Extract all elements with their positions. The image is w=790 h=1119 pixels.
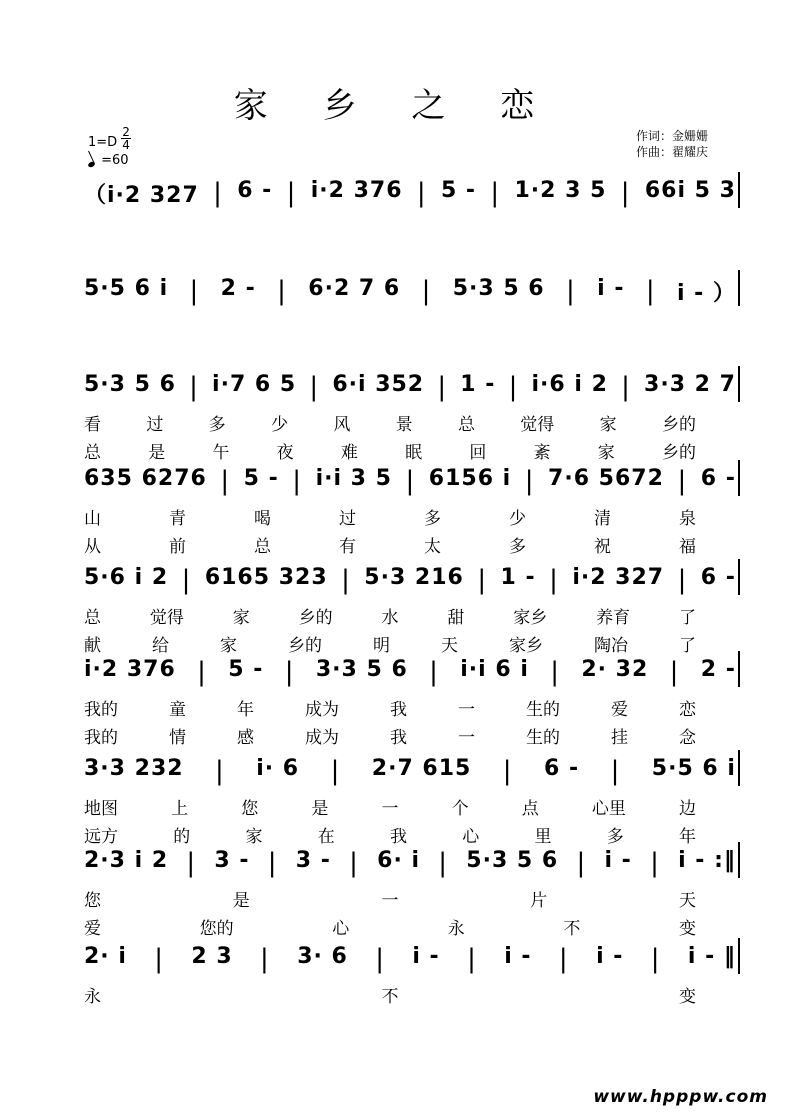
measure: 2 -: [700, 657, 736, 682]
lyrics-verse-1: [84, 695, 696, 720]
bar-line: |: [610, 756, 621, 786]
notation-line: [84, 944, 736, 974]
bar-line: |: [292, 466, 303, 496]
bar-line: |: [677, 565, 688, 595]
bar-line: |: [286, 178, 297, 208]
lyric-syllable: 一: [458, 728, 475, 748]
measure: 6·i 352: [332, 372, 425, 397]
lyric-syllable: 觉得: [520, 415, 555, 435]
bar-line: |: [558, 944, 569, 974]
measure: i·i 6 i: [460, 657, 529, 682]
measure: 5·3 5 6: [466, 848, 559, 873]
lyric-syllable: 永: [447, 919, 465, 939]
lyrics-verse-2: [84, 532, 696, 557]
bar-line: |: [341, 565, 351, 595]
measure: （i·2 327: [84, 183, 199, 208]
measure: i·6 i 2: [531, 372, 608, 397]
lyric-syllable: 家: [597, 443, 615, 463]
lyric-syllable: 您: [84, 891, 101, 911]
measure: 3 -: [214, 848, 250, 873]
measure: 66i 5 3: [644, 178, 736, 203]
lyric-syllable: 我: [390, 827, 407, 847]
system-end-bar: [738, 366, 740, 402]
measure: 6165 323: [204, 565, 328, 590]
measure: 6 -: [544, 756, 580, 781]
lyric-syllable: 变: [678, 919, 696, 939]
lyric-syllable: 心: [332, 919, 350, 939]
measure: i·i 3 5: [315, 466, 392, 491]
lyric-syllable: 边: [679, 799, 696, 819]
measure: 6· i: [377, 848, 421, 873]
notation-line: [84, 657, 736, 687]
lyric-syllable: 永: [84, 987, 101, 1007]
lyric-syllable: 我的: [84, 700, 118, 720]
measure: 6 -: [237, 178, 273, 203]
lyric-syllable: 心里: [591, 799, 626, 819]
measure: 3·3 2 7: [644, 372, 736, 397]
lyrics-verse-1: [84, 794, 696, 819]
lyric-syllable: 觉得: [149, 608, 184, 628]
bar-line: |: [213, 178, 223, 208]
bar-line: |: [284, 657, 295, 687]
lyrics-verse-1: [84, 982, 696, 1007]
lyric-syllable: 童: [169, 700, 186, 720]
system-end-bar: [738, 270, 740, 306]
bar-line: |: [416, 178, 427, 208]
lyric-syllable: 青: [169, 509, 186, 529]
measure: 2· 32: [581, 657, 649, 682]
measure: 5 -: [440, 178, 477, 203]
bar-line: |: [467, 944, 477, 974]
measure: i·2 327: [572, 565, 665, 590]
measure: 5 -: [243, 466, 279, 491]
lyric-syllable: 眠: [405, 443, 423, 463]
bar-line: |: [490, 178, 501, 208]
lyrics-verse-2: [84, 438, 696, 463]
lyric-syllable: 天: [441, 636, 458, 656]
tempo-mark: =60: [101, 153, 129, 168]
measure: 5·3 5 6: [84, 372, 176, 397]
lyric-syllable: 地图: [84, 799, 118, 819]
composer: 作曲：翟耀庆: [636, 145, 709, 159]
lyric-syllable: 看: [84, 415, 101, 435]
lyric-syllable: 多: [208, 415, 226, 435]
measure: i - ‖: [687, 944, 736, 969]
lyric-syllable: 年: [679, 827, 696, 847]
bar-line: |: [181, 565, 192, 595]
bar-line: |: [669, 657, 680, 687]
bar-line: |: [550, 657, 560, 687]
lyric-syllable: 午: [212, 443, 230, 463]
lyric-syllable: 远方: [84, 827, 118, 847]
bar-line: |: [349, 848, 359, 878]
lyric-syllable: 里: [534, 827, 552, 847]
lyric-syllable: 多: [424, 509, 441, 529]
bar-line: |: [565, 276, 576, 306]
notation-line: [84, 848, 736, 878]
lyric-syllable: 乡的: [298, 608, 333, 628]
bar-line: |: [267, 848, 278, 878]
measure: 1 -: [500, 565, 536, 590]
lyric-syllable: 过: [146, 415, 164, 435]
lyric-syllable: 家乡: [513, 608, 548, 628]
lyric-syllable: 家: [599, 415, 617, 435]
lyric-syllable: 恋: [679, 700, 696, 720]
notation-line: [84, 466, 736, 496]
lyric-syllable: 变: [679, 987, 696, 1007]
lyric-syllable: 甜: [447, 608, 465, 628]
lyric-syllable: 家乡: [509, 636, 543, 656]
lyric-syllable: 给: [152, 636, 169, 656]
bar-line: |: [186, 848, 197, 878]
lyric-syllable: 我的: [84, 728, 118, 748]
notation-line: [84, 178, 736, 209]
lyric-syllable: 乡的: [288, 636, 322, 656]
measure: i· 6: [256, 756, 300, 781]
lyric-syllable: 个: [451, 799, 469, 819]
lyric-syllable: 念: [679, 728, 696, 748]
system-end-bar: [738, 172, 740, 208]
lyrics-verse-2: [84, 822, 696, 847]
lyric-syllable: 是: [148, 443, 166, 463]
measure: 2· i: [84, 944, 127, 969]
measure: i - ）: [676, 281, 736, 306]
lyrics-verse-1: [84, 410, 696, 435]
bar-line: |: [260, 944, 270, 974]
lyric-syllable: 了: [679, 608, 696, 628]
lyric-syllable: 喝: [254, 509, 271, 529]
lyric-syllable: 陶冶: [594, 636, 628, 656]
measure: i·2 376: [310, 178, 403, 203]
lyric-syllable: 我: [390, 700, 407, 720]
lyric-syllable: 是: [311, 799, 329, 819]
measure: i -: [412, 944, 440, 969]
lyric-syllable: 回: [469, 443, 487, 463]
lyrics-verse-2: [84, 631, 696, 656]
system-end-bar: [738, 750, 740, 786]
bar-line: |: [621, 372, 631, 402]
lyric-syllable: 太: [424, 537, 441, 557]
lyric-syllable: 了: [679, 636, 696, 656]
measure: 5 -: [228, 657, 264, 682]
measure: 5·3 5 6: [452, 276, 545, 301]
lyric-syllable: 总: [254, 537, 271, 557]
lyric-syllable: 难: [340, 443, 358, 463]
lyric-syllable: 家: [220, 636, 237, 656]
lyric-syllable: 片: [530, 891, 548, 911]
bar-line: |: [215, 756, 225, 786]
measure: i -: [504, 944, 532, 969]
system-end-bar: [738, 559, 740, 595]
bar-line: |: [508, 372, 519, 402]
lyric-syllable: 明: [373, 636, 390, 656]
measure: i·2 376: [84, 657, 176, 682]
measure: 5·6 i 2: [84, 565, 169, 590]
measure: 6 -: [700, 466, 736, 491]
measure: 2·3 i 2: [84, 848, 169, 873]
measure: i - :‖: [678, 848, 736, 873]
lyric-syllable: 不: [563, 919, 581, 939]
lyric-syllable: 您: [241, 799, 259, 819]
measure: 5·5 6 i: [84, 276, 169, 301]
lyric-syllable: 您的: [199, 919, 234, 939]
lyric-syllable: 爱: [611, 700, 628, 720]
lyric-syllable: 情: [169, 728, 186, 748]
lyric-syllable: 养育: [596, 608, 631, 628]
key-tempo-block: [88, 126, 131, 169]
measure: 3 -: [295, 848, 331, 873]
bar-line: |: [330, 756, 341, 786]
lyric-syllable: 水: [381, 608, 399, 628]
lyric-syllable: 爱: [84, 919, 101, 939]
bar-line: |: [197, 657, 207, 687]
lyrics-verse-1: [84, 603, 696, 628]
bar-line: |: [620, 178, 631, 208]
measure: 7·6 5672: [548, 466, 664, 491]
system-end-bar: [738, 842, 740, 878]
bar-line: |: [438, 848, 449, 878]
lyric-syllable: 前: [169, 537, 186, 557]
lyric-syllable: 成为: [305, 728, 339, 748]
bar-line: |: [189, 276, 200, 306]
lyric-syllable: 不: [381, 987, 399, 1007]
bar-line: |: [576, 848, 587, 878]
bar-line: |: [502, 756, 513, 786]
lyric-syllable: 天: [679, 891, 696, 911]
lyric-syllable: 献: [84, 636, 101, 656]
lyric-syllable: 我: [390, 728, 407, 748]
lyric-syllable: 从: [84, 537, 101, 557]
song-title: 家 乡 之 恋: [233, 86, 557, 126]
time-signature: $\frac{2}{4}$: [122, 125, 130, 152]
lyric-syllable: 风: [333, 415, 351, 435]
measure: 1 -: [460, 372, 496, 397]
lyric-syllable: 挂: [611, 728, 628, 748]
measure: 2·7 615: [371, 756, 472, 781]
bar-line: |: [421, 276, 432, 306]
lyric-syllable: 山: [84, 509, 101, 529]
measure: 2 -: [220, 276, 256, 301]
key-signature: 1=D: [88, 135, 118, 150]
quarter-note-icon: [87, 161, 95, 168]
lyric-syllable: 总: [84, 443, 101, 463]
lyricist: 作词：金姗姗: [636, 129, 709, 143]
bar-line: |: [650, 848, 660, 878]
measure: i·7 6 5: [212, 372, 297, 397]
bar-line: |: [650, 944, 661, 974]
system-end-bar: [738, 460, 740, 496]
credits-block: [636, 128, 708, 160]
bar-line: |: [220, 466, 231, 496]
lyric-syllable: 多: [606, 827, 624, 847]
lyric-syllable: 总: [457, 415, 475, 435]
lyric-syllable: 的: [173, 827, 191, 847]
measure: 635 6276: [84, 466, 207, 491]
site-watermark: www.hpppw.com: [593, 1087, 768, 1107]
measure: i -: [604, 848, 632, 873]
bar-line: |: [375, 944, 385, 974]
lyric-syllable: 一: [381, 799, 399, 819]
measure: 1·2 3 5: [514, 178, 607, 203]
lyric-syllable: 年: [237, 700, 254, 720]
measure: i -: [596, 944, 624, 969]
lyric-syllable: 清: [594, 509, 611, 529]
measure: 5·5 6 i: [651, 756, 736, 781]
lyric-syllable: 感: [237, 728, 254, 748]
lyric-syllable: 福: [679, 537, 696, 557]
bar-line: |: [549, 565, 559, 595]
system-end-bar: [738, 651, 740, 687]
measure: 3·3 5 6: [315, 657, 408, 682]
bar-line: |: [477, 565, 488, 595]
bar-line: |: [524, 466, 535, 496]
lyric-syllable: 紊: [533, 443, 551, 463]
lyrics-verse-2: [84, 723, 696, 748]
lyric-syllable: 上: [171, 799, 189, 819]
measure: i -: [597, 276, 625, 301]
measure: 2 3: [191, 944, 233, 969]
lyric-syllable: 乡的: [661, 415, 696, 435]
lyric-syllable: 成为: [305, 700, 339, 720]
lyric-syllable: 乡的: [661, 443, 696, 463]
bar-line: |: [309, 372, 320, 402]
lyric-syllable: 总: [84, 608, 101, 628]
lyric-syllable: 生的: [526, 728, 560, 748]
lyrics-verse-2: [84, 914, 696, 939]
lyric-syllable: 家: [232, 608, 250, 628]
lyric-syllable: 心: [462, 827, 480, 847]
lyric-syllable: 夜: [276, 443, 294, 463]
lyric-syllable: 祝: [594, 537, 611, 557]
measure: 6156 i: [428, 466, 512, 491]
bar-line: |: [429, 657, 439, 687]
lyric-syllable: 过: [339, 509, 356, 529]
bar-line: |: [677, 466, 688, 496]
bar-line: |: [154, 944, 165, 974]
lyric-syllable: 泉: [679, 509, 696, 529]
notation-line: [84, 756, 736, 786]
bar-line: |: [645, 276, 656, 306]
notation-line: [84, 565, 736, 595]
bar-line: |: [405, 466, 416, 496]
lyric-syllable: 景: [395, 415, 413, 435]
lyric-syllable: 一: [381, 891, 399, 911]
lyric-syllable: 多: [509, 537, 526, 557]
lyric-syllable: 一: [458, 700, 475, 720]
measure: 3· 6: [297, 944, 348, 969]
measure: 3·3 232: [84, 756, 184, 781]
bar-line: |: [277, 276, 287, 306]
bar-line: |: [189, 372, 199, 402]
measure: 5·3 216: [364, 565, 464, 590]
lyric-syllable: 生的: [526, 700, 560, 720]
measure: 6 -: [700, 565, 736, 590]
lyric-syllable: 少: [270, 415, 288, 435]
lyric-syllable: 有: [339, 537, 356, 557]
lyrics-verse-1: [84, 504, 696, 529]
lyrics-verse-1: [84, 886, 696, 911]
notation-line: [84, 276, 736, 307]
system-end-bar: [738, 938, 740, 974]
bar-line: |: [437, 372, 448, 402]
notation-line: [84, 372, 736, 402]
measure: 6·2 7 6: [308, 276, 401, 301]
lyric-syllable: 点: [521, 799, 539, 819]
lyric-syllable: 是: [232, 891, 250, 911]
lyric-syllable: 少: [509, 509, 526, 529]
lyric-syllable: 家: [245, 827, 263, 847]
lyric-syllable: 在: [317, 827, 335, 847]
